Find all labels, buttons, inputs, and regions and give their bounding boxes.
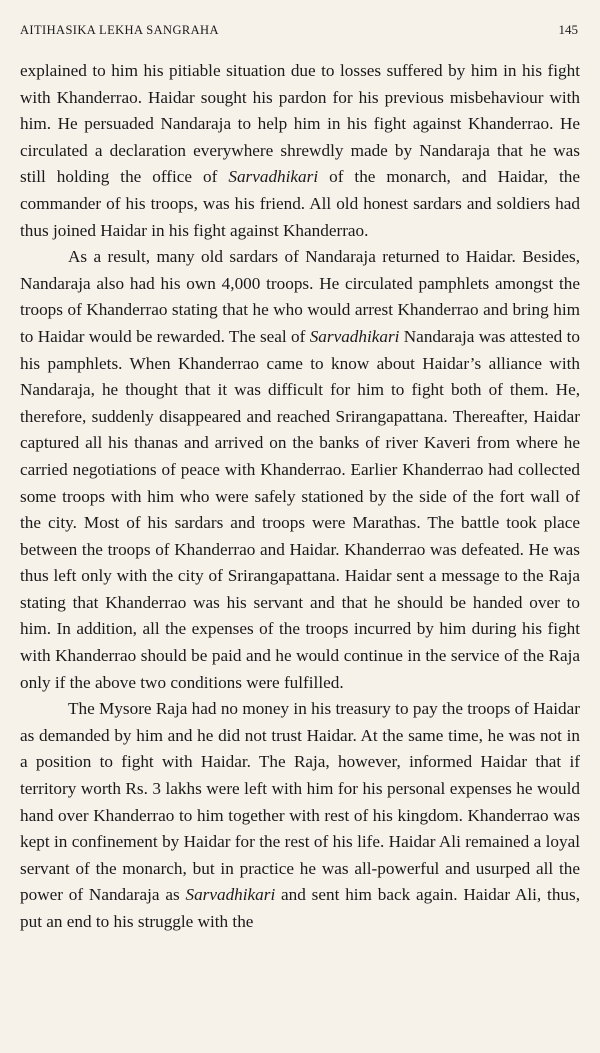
running-head: AITIHASIKA LEKHA SANGRAHA [20, 23, 219, 37]
text-segment: of the monarch, and Haidar, the commander of his troops, was his friend. All old honest sardars and soldiers had thus joined Haidar in his fight against Khanderrao. [20, 167, 580, 240]
paragraph-1 [20, 58, 580, 244]
text-segment: The Mysore Raja had no money in his treasury to pay the troops of Haidar as demanded by him and he did not trust Haidar. At the same time, he was not in a position to fight with Haidar. The Raja, however, informed Haidar that if territory worth Rs. 3 lakhs were left with him for his personal expenses he would hand over Khanderrao to him together with rest of his kingdom. Khanderrao was kept in confinement by Haidar for the rest of his life. Haidar Ali remained a loyal servant of the monarch, but in practice he was all-powerful and usurped all the power of Nandaraja as [20, 699, 580, 905]
italic-term: Sarvadhikari [309, 326, 400, 346]
page-header [20, 22, 578, 42]
text-segment: and sent him back again. Haidar Ali, thus, put an end to his struggle with the [20, 885, 580, 931]
page-number: 145 [558, 22, 578, 37]
text-segment: Nandaraja was attested to his pamphlets. When Khanderrao came to know about Haidar’s alliance with Nandaraja, he thought that it was difficult for him to fight both of them. He, therefore, suddenly disappeared and reached Srirangapattana. Thereafter, Haidar captured all his thanas and arrived on the banks of river Kaveri from where he carried negotiations of peace with Khanderrao. Earlier Khanderrao had collected some troops with him who were safely stationed by the side of the fort wall of the city. Most of his sardars and troops were Marathas. The battle took place between the troops of Khanderrao and Haidar. Khanderrao was defeated. He was thus left only with the city of Srirangapattana. Haidar sent a message to the Raja stating that Khanderrao was his servant and that he should be handed over to him. In addition, all the expenses of the troops incurred by him during his fight with Khanderrao should be paid and he would continue in the service of the Raja only if the above two conditions were fulfilled. [20, 326, 580, 692]
text-segment: explained to him his pitiable situation due to losses suffered by him in his fight with Khanderrao. Haidar sought his pardon for his previous misbehaviour with him. He persuaded Nandaraja to help him in his fight against Khanderrao. He circulated a declaration everywhere shrewdly made by Nandaraja that he was still holding the office of [20, 61, 580, 187]
paragraph-3 [20, 696, 580, 935]
text-segment: As a result, many old sardars of Nandaraja returned to Haidar. Besides, Nandaraja also had his own 4,000 troops. He circulated pamphlets amongst the troops of Khanderrao stating that he who would arrest Khanderrao and bring him to Haidar would be rewarded. The seal of [20, 247, 580, 346]
italic-term: Sarvadhikari [185, 885, 276, 905]
paragraph-2 [20, 244, 580, 696]
italic-term: Sarvadhikari [228, 167, 319, 187]
body-text [20, 58, 580, 936]
